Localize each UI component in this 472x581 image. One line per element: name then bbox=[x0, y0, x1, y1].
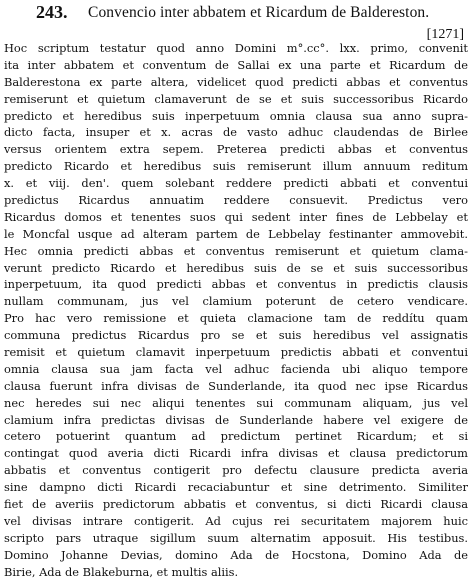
text-line: versus orientem extra sepem. Preterea predicti abbas et conventus bbox=[4, 142, 468, 157]
text-line: Domino Johanne Devias, domino Ada de Hocstona, Domino Ada de bbox=[4, 547, 468, 562]
text-line: Birie, Ada de Blakeburna, et multis aliis. bbox=[4, 564, 239, 579]
text-line: remisit et quietum clamavit inperpetuum predictis abbati et conventui bbox=[4, 345, 468, 360]
charter-heading bbox=[4, 1, 468, 23]
text-line: inperpetuum, ita quod predicti abbas et conventus in predictis clausis bbox=[4, 277, 468, 292]
charter-body bbox=[4, 40, 468, 581]
charter-number: 243. bbox=[36, 2, 68, 22]
text-line: predicto et heredibus suis inperpetuum omnia clausa sua anno supra- bbox=[4, 108, 468, 123]
charter-date: [1271] bbox=[426, 27, 464, 42]
charter-date-line bbox=[4, 23, 468, 40]
text-line: dicto facta, insuper et x. acras de vasto adhuc claudendas de Birlee bbox=[4, 125, 468, 140]
text-line: x. et viij. den'. quem solebant reddere predicti abbati et conventui bbox=[4, 176, 468, 191]
text-line: clamium infra predictas divisas de Sunderlande habere vel exigere de bbox=[4, 412, 468, 427]
text-line: nullam communam, jus vel clamium poterunt de cetero vendicare. bbox=[4, 294, 468, 309]
text-line: nec heredes sui nec aliqui tenentes sui communam aliquam, jus vel bbox=[4, 395, 468, 410]
text-line: communa predictus Ricardus pro se et suis heredibus vel assignatis bbox=[4, 328, 468, 343]
text-line: Balderestona ex parte altera, videlicet quod predicti abbas et conventus bbox=[4, 74, 468, 89]
text-line: omnia clausa sua jam facta vel adhuc facienda ubi aliquo tempore bbox=[4, 361, 468, 376]
text-line: scripto pars utraque sigillum suum alternatim apposuit. His testibus. bbox=[4, 530, 468, 545]
text-line: predicto Ricardo et heredibus suis remiserunt illum annuum reditum bbox=[4, 159, 468, 174]
text-line: verunt predicto Ricardo et heredibus suis de se et suis successoribus bbox=[4, 260, 468, 275]
text-line: clausa fuerunt infra divisas de Sunderlande, ita quod nec ipse Ricardus bbox=[4, 378, 468, 393]
text-line: predictus Ricardus annuatim reddere consuevit. Predictus vero bbox=[4, 193, 468, 208]
text-line: remiserunt et quietum clamaverunt de se et suis successoribus Ricardo bbox=[4, 91, 468, 106]
text-line: vel divisas intrare contigerit. Ad cujus rei securitatem majorem huic bbox=[4, 513, 468, 528]
text-line: fiet de averiis predictorum abbatis et conventus, si dicti Ricardi clausa bbox=[4, 497, 468, 512]
text-line: sine dampno dicti Ricardi recaciabuntur et sine detrimento. Similiter bbox=[4, 480, 468, 495]
text-line: Pro hac vero remissione et quieta clamacione tam de reddítu quam bbox=[4, 311, 468, 326]
text-line: Hec omnia predicti abbas et conventus remiserunt et quietum clama- bbox=[4, 243, 468, 258]
text-line: Hoc scriptum testatur quod anno Domini m°.cc°. lxx. primo, convenit bbox=[4, 41, 468, 55]
text-line: contingat quod averia dicti Ricardi infra divisas et clausa predictorum bbox=[4, 446, 468, 461]
charter-title: Convencio inter abbatem et Ricardum de Baldereston. bbox=[88, 4, 430, 21]
text-line: ita inter abbatem et conventum de Sallai ex una parte et Ricardum de bbox=[4, 57, 468, 72]
text-line: cetero potuerint quantum ad predictum pertinet Ricardum; et si bbox=[4, 429, 468, 444]
text-line: le Moncfal usque ad alteram partem de Lebbelay festinanter ammovebit. bbox=[4, 226, 468, 241]
text-line: abbatis et conventus contigerit pro defectu clausure predicta averia bbox=[4, 463, 468, 478]
text-line: Ricardus domos et tenentes suos qui sedent inter fines de Lebbelay et bbox=[4, 209, 468, 224]
